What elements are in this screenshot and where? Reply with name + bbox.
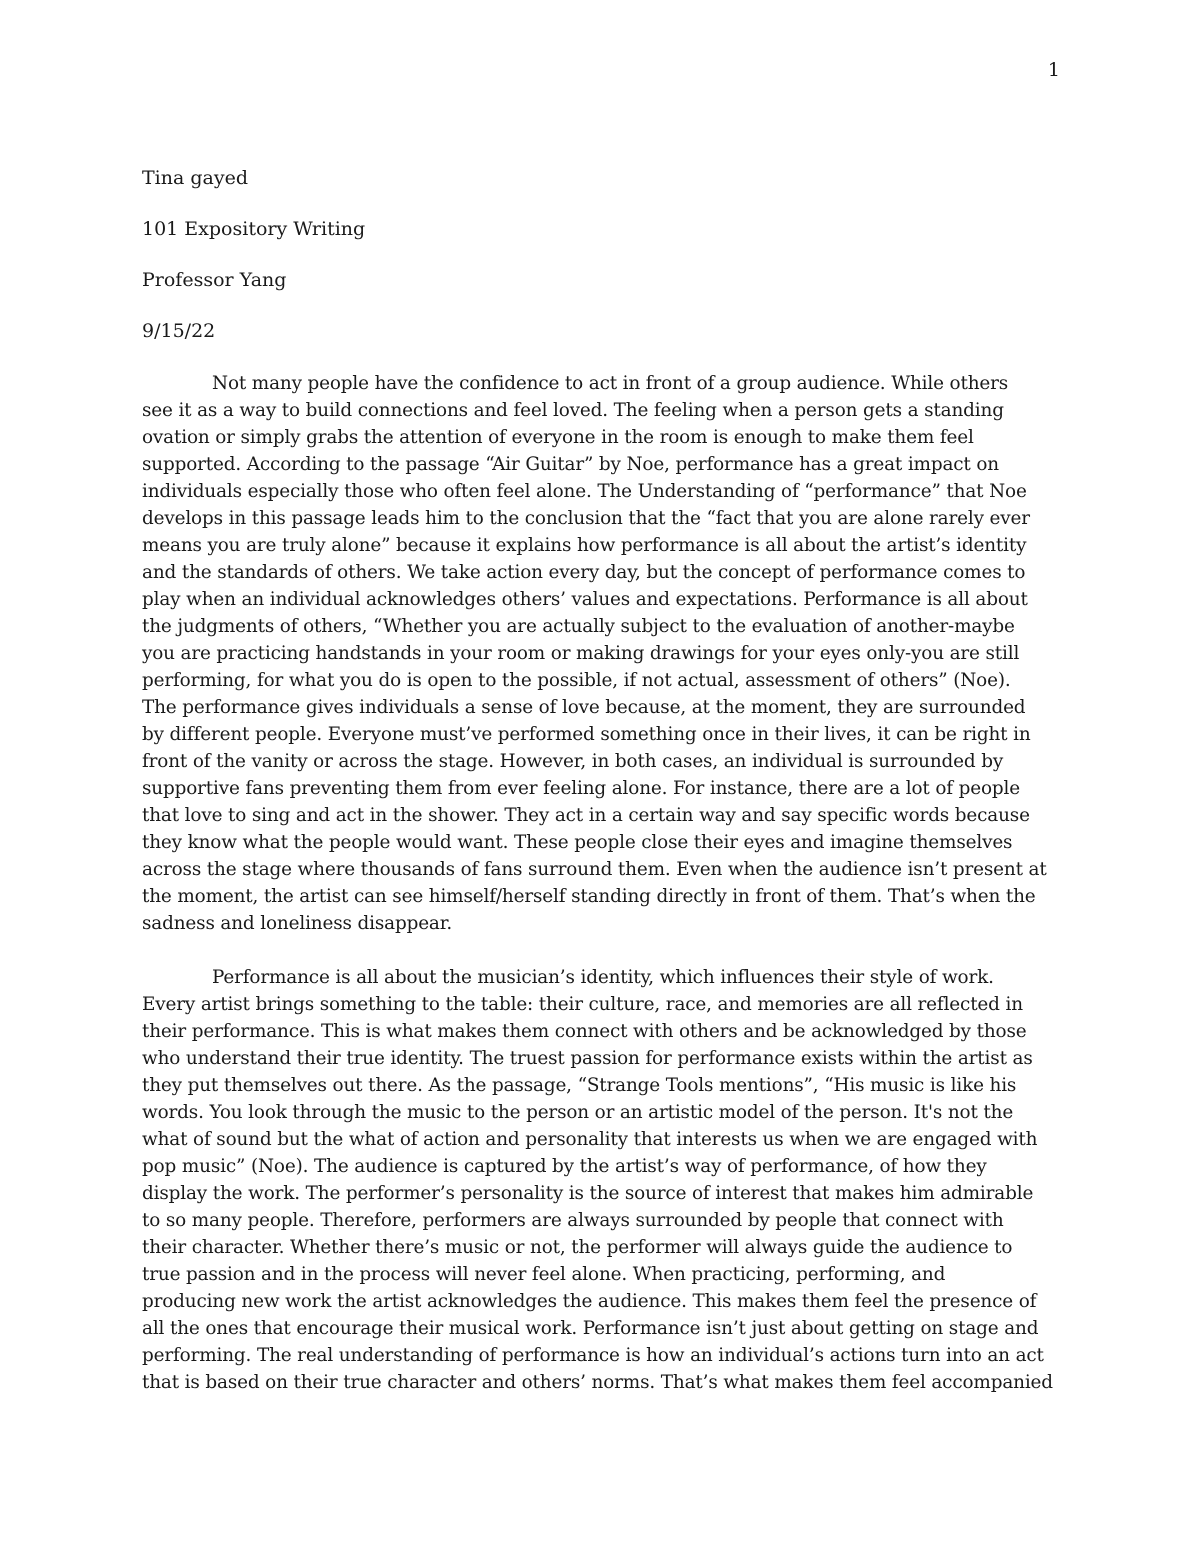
paragraph-line: you are practicing handstands in your room or making drawings for your eyes only-you are still [142, 643, 1020, 664]
paragraph-line: pop music” (Noe). The audience is captured by the artist’s way of performance, of how they [142, 1156, 987, 1177]
paragraph-line: to so many people. Therefore, performers are always surrounded by people that connect with [142, 1210, 1004, 1231]
paragraph-line: words. You look through the music to the person or an artistic model of the person. It's not the [142, 1102, 1014, 1123]
essay-body [142, 370, 1058, 1396]
paragraph-line: supported. According to the passage “Air Guitar” by Noe, performance has a great impact on [142, 454, 999, 475]
page-number: 1 [1047, 59, 1060, 81]
paragraph-line: ovation or simply grabs the attention of everyone in the room is enough to make them feel [142, 427, 974, 448]
course-name: 101 Expository Writing [142, 218, 366, 240]
paragraph-line: producing new work the artist acknowledges the audience. This makes them feel the presence of [142, 1291, 1037, 1312]
paragraph-line: their performance. This is what makes them connect with others and be acknowledged by those [142, 1021, 1027, 1042]
paragraph-line: all the ones that encourage their musical work. Performance isn’t just about getting on stage and [142, 1318, 1039, 1339]
paragraph-line: across the stage where thousands of fans surround them. Even when the audience isn’t present at [142, 859, 1047, 880]
professor-name: Professor Yang [142, 269, 287, 291]
author-name: Tina gayed [142, 167, 248, 189]
paragraph-line: develops in this passage leads him to the conclusion that the “fact that you are alone rarely ever [142, 508, 1030, 529]
mla-header [142, 167, 1062, 371]
paragraph-line: that love to sing and act in the shower. They act in a certain way and say specific words because [142, 805, 1030, 826]
paragraph-line: play when an individual acknowledges others’ values and expectations. Performance is all about [142, 589, 1028, 610]
paragraph-line: the moment, the artist can see himself/herself standing directly in front of them. That’s when the [142, 886, 1036, 907]
paragraph-line: The performance gives individuals a sense of love because, at the moment, they are surrounded [142, 697, 1026, 718]
paragraph [142, 370, 1058, 937]
paragraph-line: display the work. The performer’s personality is the source of interest that makes him admirable [142, 1183, 1034, 1204]
paragraph-line: front of the vanity or across the stage. However, in both cases, an individual is surrounded by [142, 751, 1004, 772]
paragraph-line: their character. Whether there’s music or not, the performer will always guide the audience to [142, 1237, 1013, 1258]
paragraph-line: the judgments of others, “Whether you are actually subject to the evaluation of another-maybe [142, 616, 1015, 637]
paragraph-line: who understand their true identity. The truest passion for performance exists within the artist as [142, 1048, 1033, 1069]
paragraph [142, 964, 1058, 1396]
paragraph-line: what of sound but the what of action and personality that interests us when we are engaged with [142, 1129, 1038, 1150]
paragraph-line: see it as a way to build connections and feel loved. The feeling when a person gets a standing [142, 400, 1004, 421]
essay-date: 9/15/22 [142, 320, 216, 342]
paragraph-line: performing, for what you do is open to the possible, if not actual, assessment of others” (Noe). [142, 670, 1011, 691]
paragraph-line: and the standards of others. We take action every day, but the concept of performance comes to [142, 562, 1026, 583]
paragraph-line: by different people. Everyone must’ve performed something once in their lives, it can be right in [142, 724, 1031, 745]
paragraph-line: individuals especially those who often feel alone. The Understanding of “performance” that Noe [142, 481, 1027, 502]
paragraph-line: they put themselves out there. As the passage, “Strange Tools mentions”, “His music is like his [142, 1075, 1017, 1096]
paragraph-line: performing. The real understanding of performance is how an individual’s actions turn into an act [142, 1345, 1044, 1366]
paragraph-line: means you are truly alone” because it explains how performance is all about the artist’s identity [142, 535, 1027, 556]
paragraph-line: true passion and in the process will never feel alone. When practicing, performing, and [142, 1264, 946, 1285]
paragraph-line: sadness and loneliness disappear. [142, 913, 453, 934]
paragraph-line: they know what the people would want. These people close their eyes and imagine themselves [142, 832, 1013, 853]
paragraph-line: Not many people have the confidence to act in front of a group audience. While others [212, 373, 1009, 394]
paragraph-line: supportive fans preventing them from ever feeling alone. For instance, there are a lot of people [142, 778, 1020, 799]
paragraph-spacer [142, 937, 1058, 964]
paragraph-line: Performance is all about the musician’s identity, which influences their style of work. [212, 967, 994, 988]
paragraph-line: Every artist brings something to the table: their culture, race, and memories are all reflected in [142, 994, 1023, 1015]
paragraph-line: that is based on their true character and others’ norms. That’s what makes them feel accompanied [142, 1372, 1053, 1393]
